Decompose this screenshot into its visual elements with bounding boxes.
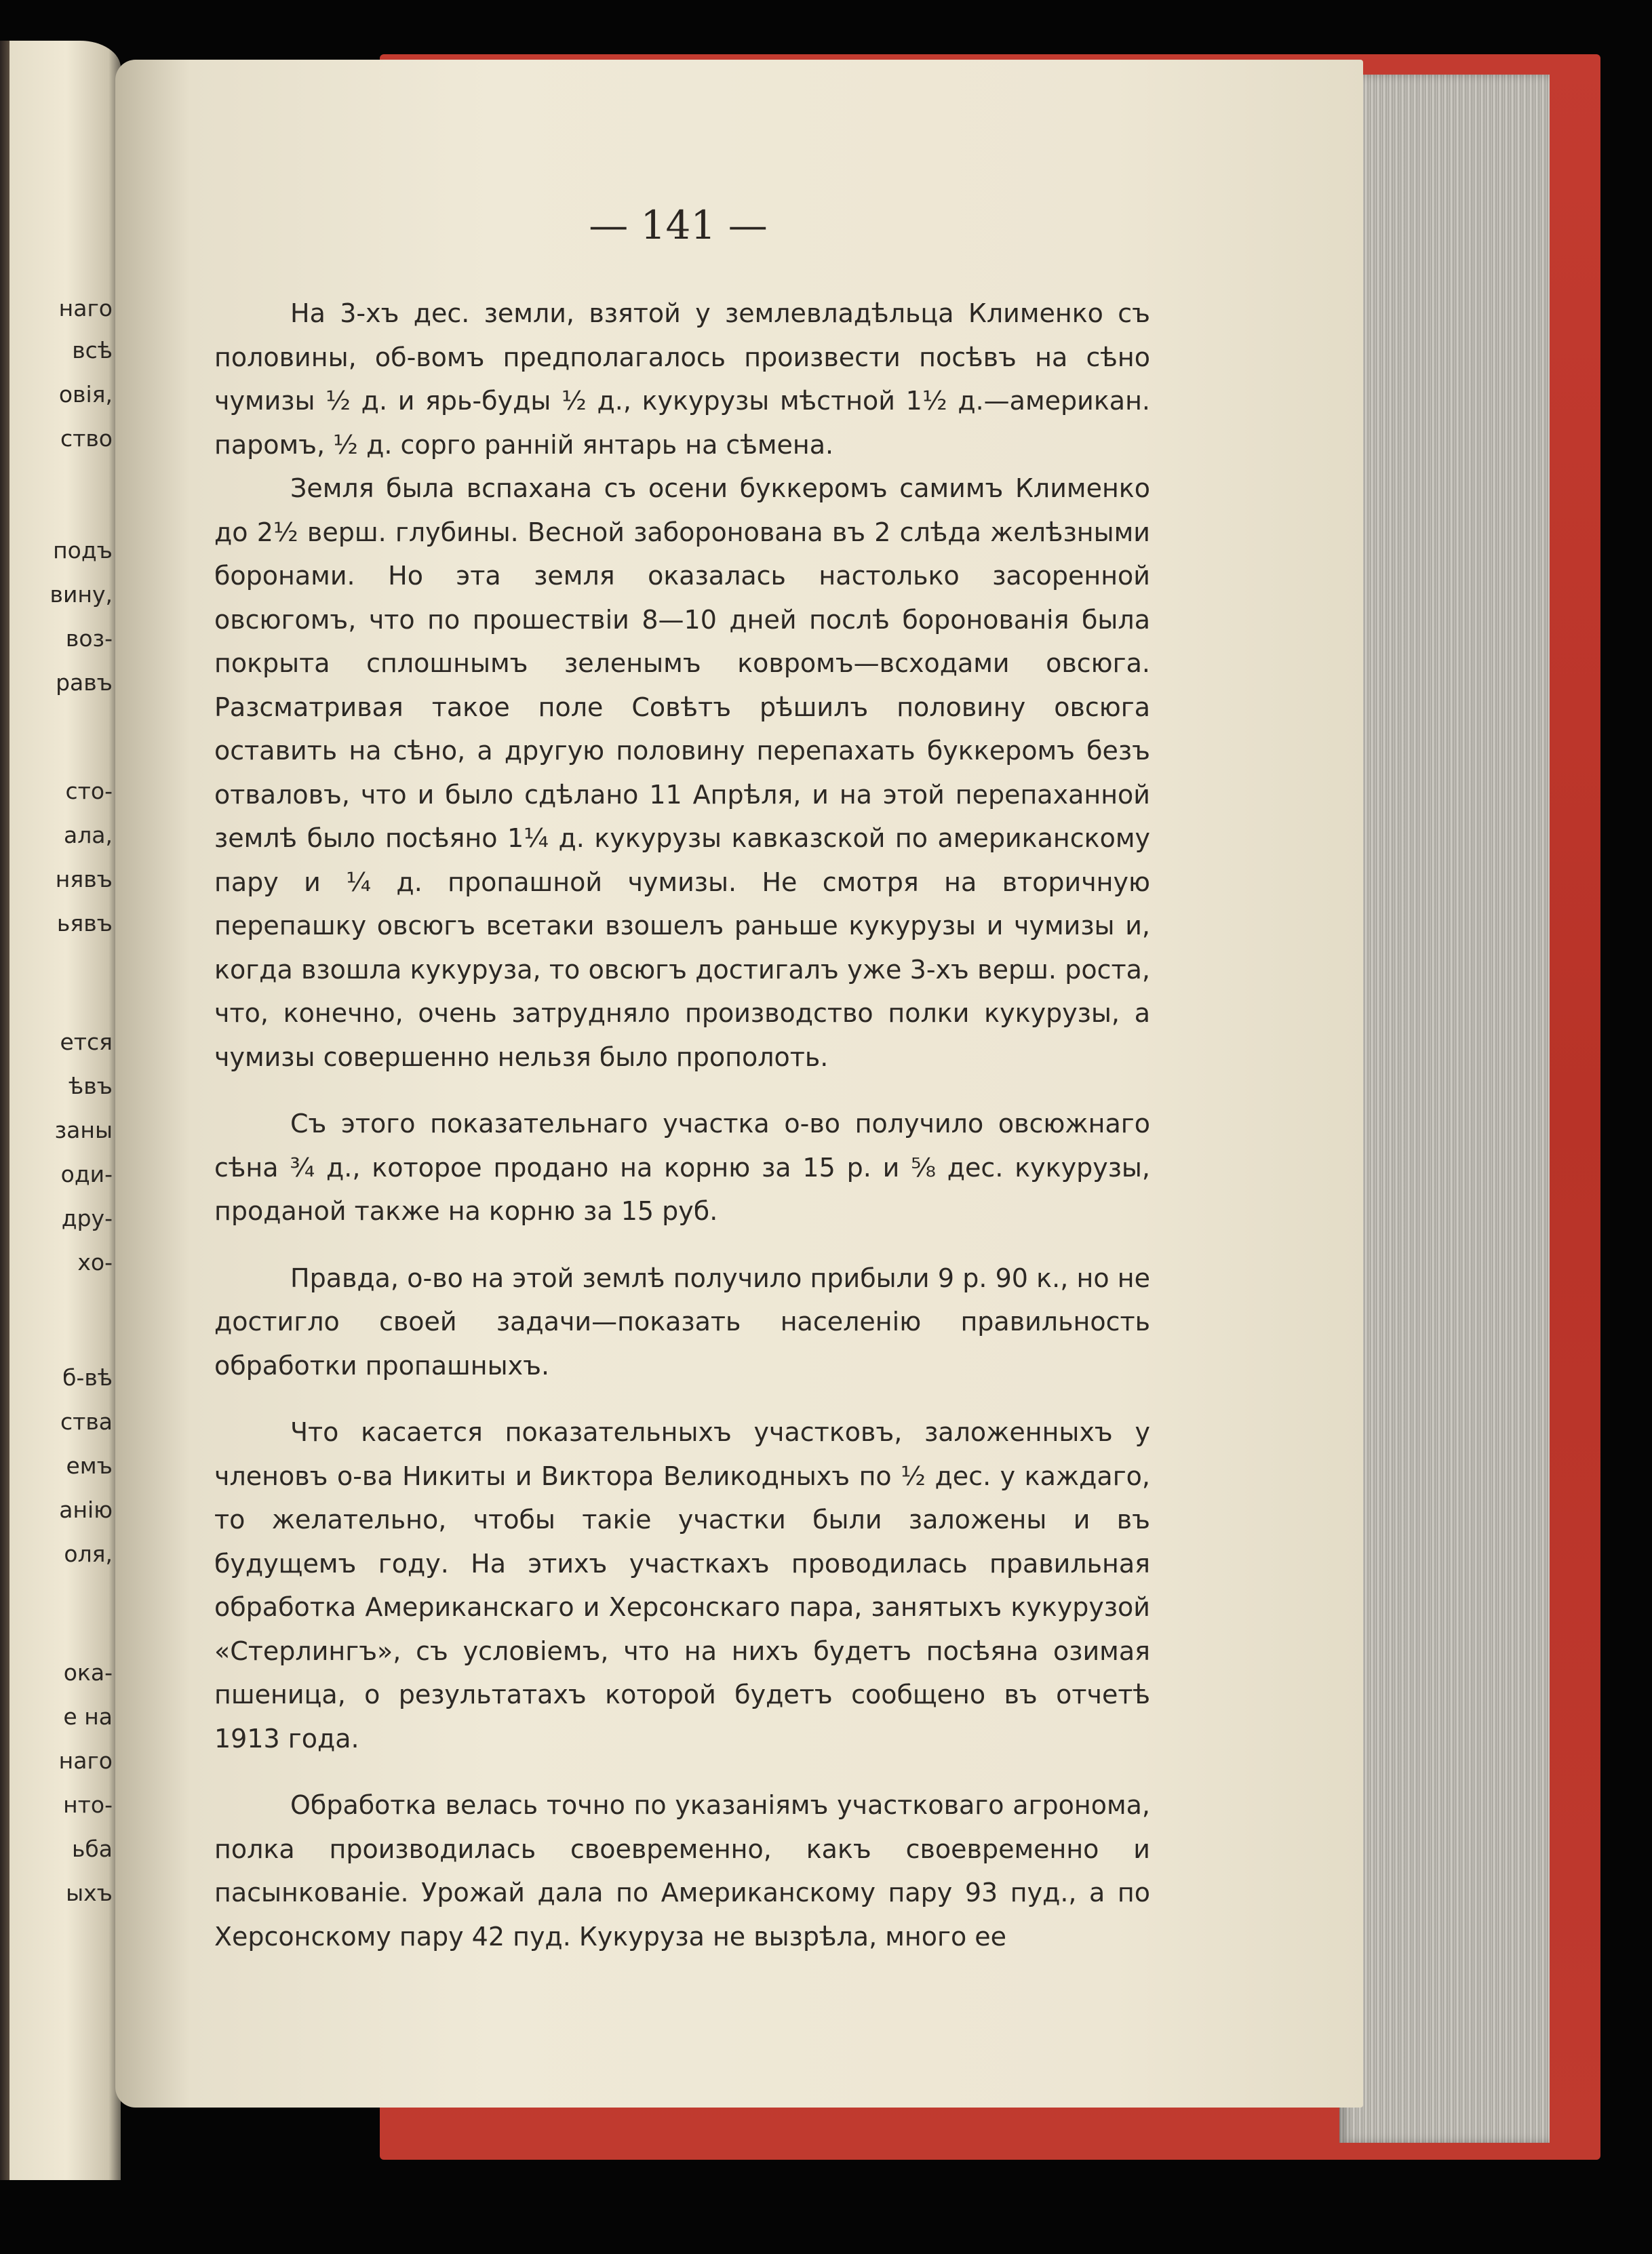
left-page-fragment: ѣвъ <box>68 1073 113 1099</box>
left-page-fragment: наго <box>58 295 113 321</box>
left-page-fragment: ства <box>60 1408 113 1435</box>
paragraph: Земля была вспахана съ осени буккеромъ самимъ Клименко до 2½ верш. глубины. Весной заборонована въ 2 слѣда желѣзными боронами. Но эта земля оказалась настолько засоренной овсюгомъ, что по прошествіи 8—10 дней послѣ боронованія была покрыта сплошнымъ зеленымъ ковромъ—всходами овсюга. Разсматривая такое поле Совѣтъ рѣшилъ половину овсюга оставить на сѣно, а другую половину перепахать буккеромъ безъ отваловъ, что и было сдѣлано 11 Апрѣля, и на этой перепаханной землѣ было посѣяно 1¼ д. кукурузы кавказской по американскому пару и ¼ д. пропашной чумизы. Не смотря на вторичную перепашку овсюгъ всетаки взошелъ раньше кукурузы и чумизы и, когда взошла кукуруза, то овсюгъ достигалъ уже 3-хъ верш. роста, что, конечно, очень затрудняло производство полки кукурузы, а чумизы совершенно нельзя было прополоть. <box>214 473 1150 1072</box>
left-page-fragment: заны <box>54 1117 113 1143</box>
left-page-fragment: дру- <box>61 1205 113 1231</box>
left-page-fragment: вину, <box>50 581 113 608</box>
left-page-fragment: оля, <box>64 1541 113 1567</box>
left-page-fragment: б-вѣ <box>62 1364 113 1391</box>
left-page-fragment: ьявъ <box>56 910 113 936</box>
paragraph: Съ этого показательнаго участка о-во получило овсюжнаго сѣна ¾ д., которое продано на корню за 15 р. и ⅝ дес. кукурузы, проданой также на корню за 15 руб. <box>214 1109 1150 1226</box>
left-page-fragment: овія, <box>58 381 113 408</box>
left-page-fragment: ока- <box>63 1659 113 1686</box>
left-page-fragment: е на <box>63 1703 113 1730</box>
left-page-fragment: емъ <box>66 1452 113 1479</box>
left-page-fragment: ала, <box>63 822 113 848</box>
left-page-fragment: ется <box>60 1029 113 1055</box>
left-page-fragment: ство <box>60 425 113 452</box>
page-body <box>214 292 1150 1958</box>
paragraph: На 3-хъ дес. земли, взятой у землевладѣльца Клименко съ половины, об-вомъ предполагалось произвести посѣвъ на сѣно чумизы ½ д. и ярь-буды ½ д., кукурузы мѣстной 1½ д.—американ. паромъ, ½ д. сорго ранній янтарь на сѣмена. <box>214 298 1150 460</box>
left-page-fragment: нявъ <box>55 866 113 892</box>
left-page-fragment: наго <box>58 1747 113 1774</box>
left-page-fragment: нто- <box>63 1792 113 1818</box>
paragraph: Правда, о-во на этой землѣ получило прибыли 9 р. 90 к., но не достигло своей задачи—показать населенію правильность обработки пропашныхъ. <box>214 1263 1150 1381</box>
left-page-fragment: подъ <box>53 537 113 564</box>
left-page-fragment: воз- <box>65 625 113 652</box>
left-page-fragment: сто- <box>65 778 113 804</box>
paragraph: Обработка велась точно по указаніямъ участковаго агронома, полка производилась своевременно, какъ своевременно и пасынкованіе. Урожай дала по Американскому пару 93 пуд., а по Херсонскому пару 42 пуд. Кукуруза не вызрѣла, много ее <box>214 1790 1150 1952</box>
left-page-fragment: ьба <box>71 1836 113 1862</box>
left-page-fragment: ыхъ <box>66 1880 113 1906</box>
page-stack-edge <box>1339 75 1550 2143</box>
left-page-fragment: оди- <box>60 1161 113 1187</box>
page-number: — 141 — <box>589 202 768 248</box>
left-page-fragment: анію <box>59 1497 113 1523</box>
paragraph: Что касается показательныхъ участковъ, заложенныхъ у членовъ о-ва Никиты и Виктора Великодныхъ по ½ дес. у каждаго, то желательно, чтобы такіе участки были заложены и въ будущемъ году. На этихъ участкахъ проводилась правильная обработка Американскаго и Херсонскаго пара, занятыхъ кукурузой «Стерлингъ», съ условіемъ, что на нихъ будетъ посѣяна озимая пшеница, о результатахъ которой будетъ сообщено въ отчетѣ 1913 года. <box>214 1417 1150 1754</box>
left-page-fragment: всѣ <box>72 337 113 363</box>
left-page-fragment: хо- <box>77 1249 113 1276</box>
left-page-fragment: равъ <box>56 669 113 696</box>
